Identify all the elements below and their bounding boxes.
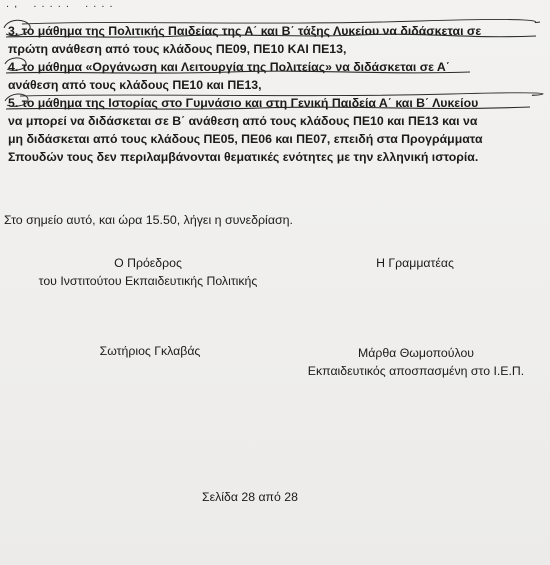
secretary-name-block <box>290 344 542 380</box>
item-3-number: 3. <box>8 24 19 38</box>
closing-statement: Στο σημείο αυτό, και ώρα 15.50, λήγει η συνεδρίαση. <box>4 213 293 227</box>
item-5-line-1 <box>8 94 544 112</box>
item-5-line-3 <box>8 130 544 148</box>
secretary-role: Εκπαιδευτικός αποσπασμένη στο Ι.Ε.Π. <box>307 364 525 378</box>
item-5-line-4 <box>8 148 544 166</box>
list-item-5 <box>8 94 544 166</box>
secretary-title-block <box>330 254 500 272</box>
item-3-text-2: πρώτη ανάθεση από τους κλάδους ΠΕ09, ΠΕ10 ΚΑΙ ΠΕ13, <box>8 42 347 56</box>
item-4-line-2 <box>8 76 544 94</box>
item-4-text-2: ανάθεση από τους κλάδους ΠΕ10 και ΠΕ13, <box>8 78 262 92</box>
item-5-text-2: να μπορεί να διδάσκεται σε Β΄ ανάθεση από τους κλάδους ΠΕ10 και ΠΕ13 και να <box>8 114 478 128</box>
item-5-text-3: μη διδάσκεται από τους κλάδους ΠΕ05, ΠΕ06 και ΠΕ07, επειδή στα Προγράμματα <box>8 132 483 146</box>
item-5-text-4: Σπουδών τους δεν περιλαμβάνονται θεματικές ενότητες με την ελληνική ιστορία. <box>8 150 479 164</box>
cropped-previous-line: . , _ . . . . . _ . . . . <box>6 0 114 8</box>
item-3-text-1: το μάθημα της Πολιτικής Παιδείας της Α΄ και Β΄ τάξης Λυκείου να διδάσκεται σε <box>21 24 482 38</box>
list-item-3 <box>8 22 544 58</box>
item-5-line-2 <box>8 112 544 130</box>
president-name: Σωτήριος Γκλαβάς <box>99 344 201 358</box>
list-item-4 <box>8 58 544 94</box>
president-institution: του Ινστιτούτου Εκπαιδευτικής Πολιτικής <box>38 274 258 288</box>
secretary-name: Μάρθα Θωμοπούλου <box>357 346 475 360</box>
item-5-number: 5. <box>8 96 19 110</box>
page-number: Σελίδα 28 από 28 <box>202 490 298 504</box>
item-4-number: 4. <box>8 60 19 74</box>
president-title: Ο Πρόεδρος <box>114 256 182 270</box>
president-title-block <box>28 254 268 290</box>
item-4-text-1: το μάθημα «Οργάνωση και Λειτουργία της Πολιτείας» να διδάσκεται σε Α΄ <box>21 60 450 74</box>
decision-list <box>8 22 544 166</box>
item-5-text-1: το μάθημα της Ιστορίας στο Γυμνάσιο και στη Γενική Παιδεία Α΄ και Β΄ Λυκείου <box>21 96 479 110</box>
secretary-title: Η Γραμματέας <box>376 256 454 270</box>
item-3-line-1 <box>8 22 544 40</box>
item-3-line-2 <box>8 40 544 58</box>
item-4-line-1 <box>8 58 544 76</box>
